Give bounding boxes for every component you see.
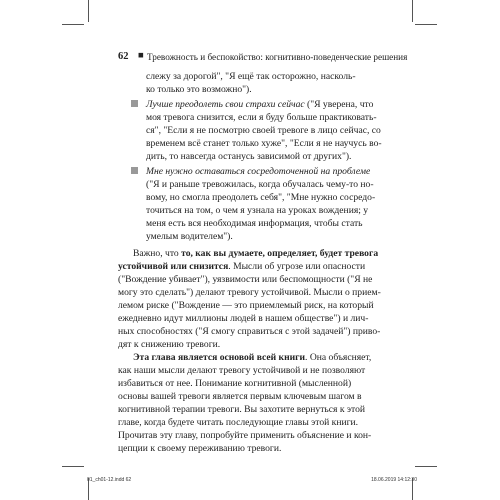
text-segment: дить, то навсегда останусь зависимой от других"). [146, 151, 352, 162]
text-line [118, 429, 384, 442]
text-segment: ежедневно идут миллионы людей в нашем обществе") и лич- [118, 313, 369, 324]
text-segment: ("Вождение убивает"), уязвимости или беспомощности ("Я не [118, 274, 373, 285]
text-segment: как наши мысли делают тревогу устойчивой и не позволяют [118, 365, 366, 376]
crop-mark [415, 24, 437, 25]
text-line [118, 217, 384, 230]
text-line [118, 312, 384, 325]
text-line [118, 260, 384, 273]
text-line [118, 124, 384, 137]
text-segment: . Мысли об угрозе или опасности [228, 261, 366, 272]
text-segment: цепции к своему переживанию тревоги. [118, 443, 282, 454]
bullet-square-icon [131, 167, 138, 174]
text-segment: ("Я уверена, что [304, 99, 374, 110]
crop-mark [412, 0, 413, 22]
text-line [118, 390, 384, 403]
text-line [118, 83, 384, 96]
text-line [118, 191, 384, 204]
crop-mark [88, 0, 89, 22]
text-segment: моя тревога снизится, если я буду больше практиковать- [146, 112, 377, 123]
text-line [118, 286, 384, 299]
text-segment: слежу за дорогой", "Я ещё так осторожно, насколь- [146, 71, 356, 82]
text-line [118, 137, 384, 150]
text-segment: ных способностях ("Я смогу справиться с этой задачей") приво- [118, 326, 381, 337]
text-segment: ся", "Если я не посмотрю своей тревоге в лицо сейчас, со [146, 125, 381, 136]
text-line [118, 111, 384, 124]
text-segment: ("Я и раньше тревожилась, когда обучалась чему-то но- [146, 179, 374, 190]
text-line [118, 299, 384, 312]
bullet-square-icon [131, 100, 138, 107]
text-segment: основы вашей тревоги является первым ключевым шагом в [118, 391, 362, 402]
crop-mark [62, 24, 84, 25]
text-line [118, 364, 384, 377]
text-segment: когнитивной терапии тревоги. Вы захотите вернуться к этой [118, 404, 366, 415]
text-segment: избавиться от нее. Понимание когнитивной (мысленной) [118, 378, 352, 389]
text-line [118, 70, 384, 83]
running-title: Тревожность и беспокойство: когнитивно-поведенческие решения [147, 52, 408, 62]
text-segment: Прочитав эту главу, попробуйте применить объяснение и кон- [118, 430, 372, 441]
footer-timestamp: 18.06.2019 14:12:30 [371, 477, 417, 483]
footer-file: 01_ch01-12.indd 62 [87, 477, 132, 483]
text-line [118, 351, 384, 364]
header-separator: ■ [138, 51, 144, 61]
text-line [118, 377, 384, 390]
text-segment: лемом риске ("Вождение — это приемлемый риск, на который [118, 300, 374, 311]
text-segment: Лучше преодолеть свои страхи сейчас [146, 99, 305, 110]
text-line [118, 338, 384, 351]
text-segment: точиться на том, о чем я узнала на уроках вождения; у [146, 205, 369, 216]
text-segment: могу это сделать") делают тревогу устойчивой. Мысли о прием- [118, 287, 381, 298]
running-header [118, 51, 408, 65]
text-segment: . Она объясняет, [305, 352, 372, 363]
text-line [118, 247, 384, 260]
text-segment: меня есть вся необходимая информация, чтобы стать [146, 218, 363, 229]
text-line [118, 150, 384, 163]
text-segment: умелым водителем"). [146, 231, 233, 242]
text-segment: то, как вы думаете, определяет, будет тревога [181, 248, 379, 259]
page-body [118, 70, 384, 455]
crop-mark [62, 466, 84, 467]
text-segment: главе, когда будете читать последующие главы этой книги. [118, 417, 359, 428]
text-segment: Важно, что [133, 248, 182, 259]
text-segment: вому, но смогла преодолеть себя", "Мне нужно сосредо- [146, 192, 376, 203]
text-line [118, 204, 384, 217]
text-line [118, 273, 384, 286]
text-line [118, 325, 384, 338]
page-number: 62 [118, 51, 129, 62]
text-segment: устойчивой или снизится [118, 261, 229, 272]
text-line [118, 403, 384, 416]
list-item-line [118, 98, 384, 111]
text-segment: Эта глава является основой всей книги [133, 352, 306, 363]
text-line [118, 416, 384, 429]
text-line [118, 230, 384, 243]
text-segment: дят к снижению тревоги. [118, 339, 221, 350]
text-segment: ко только это возможно"). [146, 84, 252, 95]
list-item-line [118, 165, 384, 178]
crop-mark [415, 466, 437, 467]
text-line [118, 178, 384, 191]
text-segment: Мне нужно оставаться сосредоточенной на проблеме [146, 166, 371, 177]
text-line [118, 442, 384, 455]
text-segment: временем всё станет только хуже", "Если я не научусь во- [146, 138, 382, 149]
